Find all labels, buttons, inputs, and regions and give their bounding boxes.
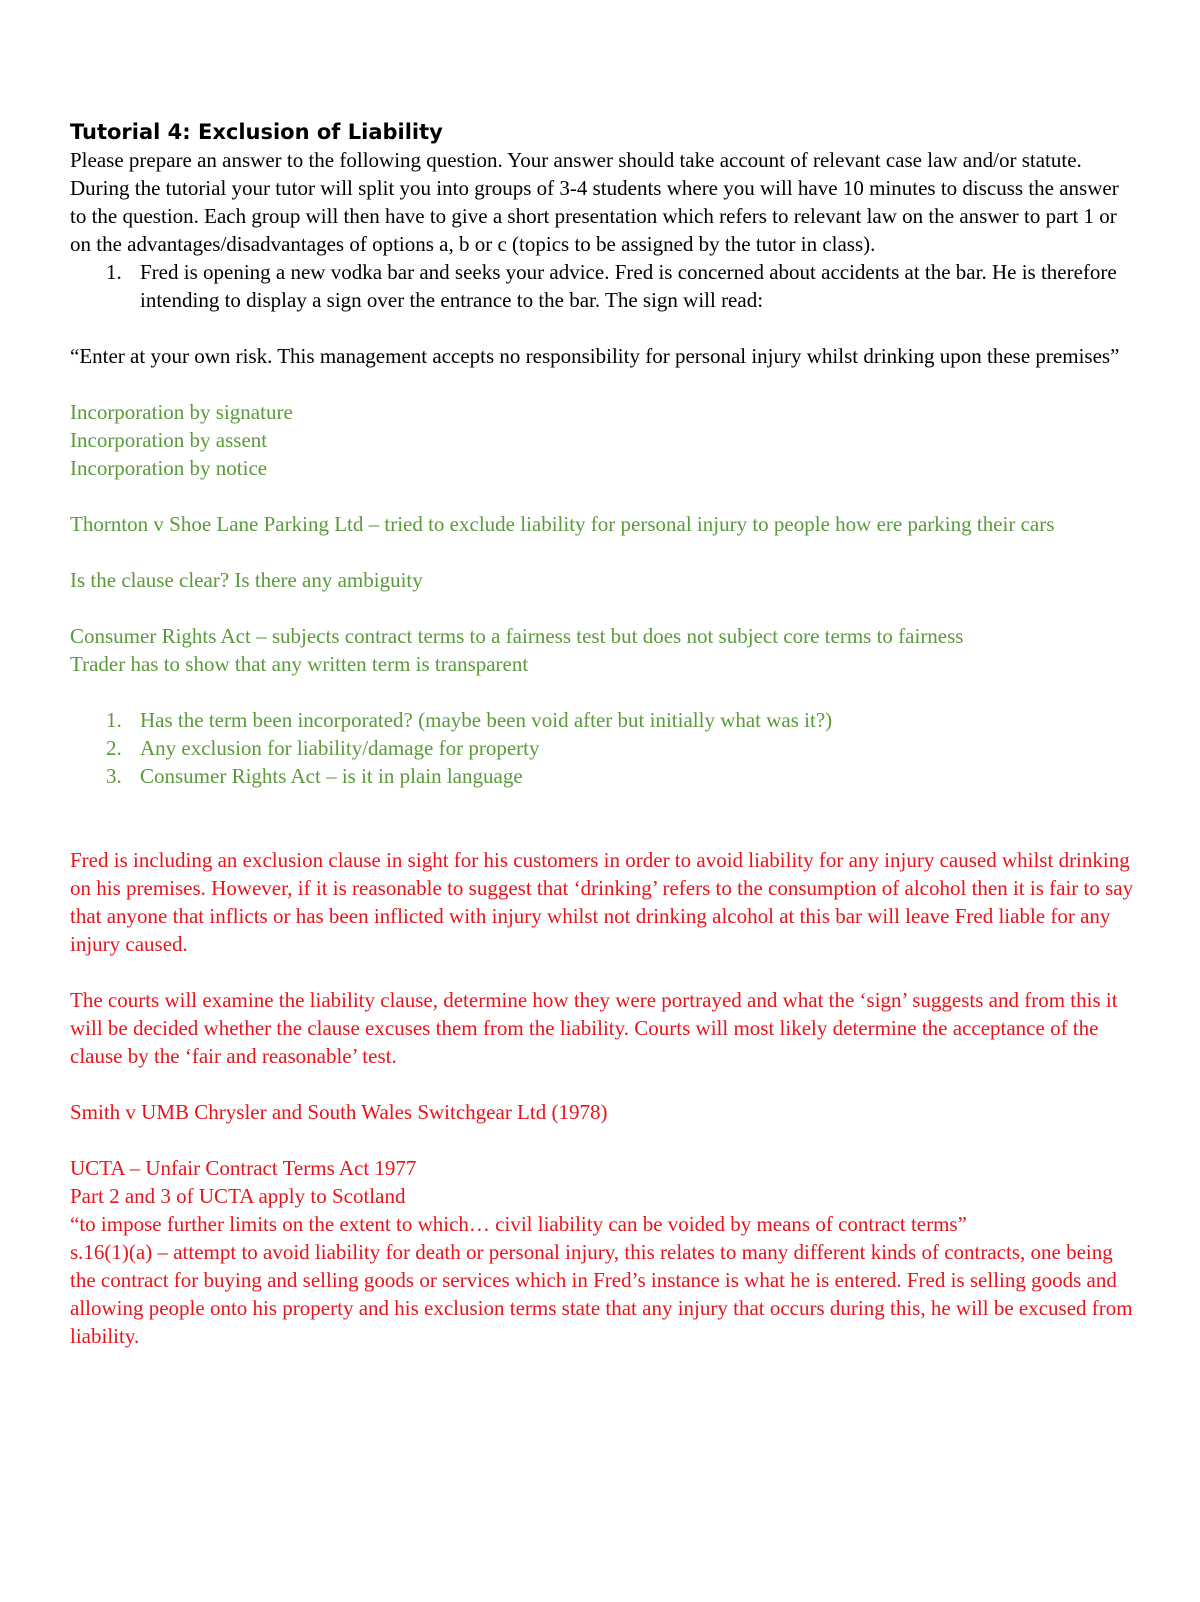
checklist-item [70,706,1140,734]
ucta-heading: UCTA – Unfair Contract Terms Act 1977 [70,1156,417,1180]
question-item [70,258,1140,314]
thornton-note: Thornton v Shoe Lane Parking Ltd – tried to exclude liability for personal injury to people how ere parking their cars [70,512,1055,536]
checklist-item [70,734,1140,762]
question-list [70,258,1140,314]
spacer [70,1070,1140,1098]
spacer [70,538,1140,566]
checklist-text: Any exclusion for liability/damage for property [140,736,540,760]
document-title: Tutorial 4: Exclusion of Liability [70,120,443,144]
cra-note: Consumer Rights Act – subjects contract terms to a fairness test but does not subject core terms to fairness [70,624,964,648]
note-line: Incorporation by assent [70,428,268,452]
ucta-quote: “to impose further limits on the extent to which… civil liability can be voided by means of contract terms” [70,1212,967,1236]
incorporation-notes [70,398,1140,482]
spacer [70,482,1140,510]
spacer [70,818,1140,846]
question-number: 1. [106,260,122,284]
checklist-text: Consumer Rights Act – is it in plain language [140,764,523,788]
checklist-text: Has the term been incorporated? (maybe been void after but initially what was it?) [140,708,833,732]
case-citation: Smith v UMB Chrysler and South Wales Switchgear Ltd (1978) [70,1100,608,1124]
spacer [70,678,1140,706]
checklist-number: 1. [106,708,122,732]
spacer [70,790,1140,818]
spacer [70,314,1140,342]
checklist-number: 2. [106,736,122,760]
spacer [70,1126,1140,1154]
spacer [70,958,1140,986]
intro-paragraph: Please prepare an answer to the following question. Your answer should take account of relevant case law and/or statute. During the tutorial your tutor will split you into groups of 3-4 students where you will have 10 minutes to discuss the answer to the question. Each group will then have to give a short presentation which refers to relevant law on the answer to part 1 or on the advantages/disadvantages of options a, b or c (topics to be assigned by the tutor in class). [70,148,1119,256]
question-text: Fred is opening a new vodka bar and seeks your advice. Fred is concerned about accidents at the bar. He is therefore intending to display a sign over the entrance to the bar. The sign will read: [140,260,1117,312]
spacer [70,370,1140,398]
checklist-number: 3. [106,764,122,788]
ucta-scotland: Part 2 and 3 of UCTA apply to Scotland [70,1184,406,1208]
note-line: Incorporation by signature [70,400,293,424]
cra-transparency-note: Trader has to show that any written term is transparent [70,652,529,676]
document-page [70,118,1140,1350]
spacer [70,594,1140,622]
sign-quote: “Enter at your own risk. This management accepts no responsibility for personal injury whilst drinking upon these premises” [70,344,1120,368]
checklist-item [70,762,1140,790]
checklist [70,706,1140,790]
note-line: Incorporation by notice [70,456,268,480]
answer-paragraph-2: The courts will examine the liability clause, determine how they were portrayed and what the ‘sign’ suggests and from this it will be decided whether the clause excuses them from the liability. Courts will most likely determine the acceptance of the clause by the ‘fair and reasonable’ test. [70,988,1118,1068]
clause-clear-note: Is the clause clear? Is there any ambiguity [70,568,423,592]
answer-paragraph-1: Fred is including an exclusion clause in sight for his customers in order to avoid liability for any injury caused whilst drinking on his premises. However, if it is reasonable to suggest that ‘drinking’ refers to the consumption of alcohol then it is fair to say that anyone that inflicts or has been inflicted with injury whilst not drinking alcohol at this bar will leave Fred liable for any injury caused. [70,848,1134,956]
ucta-section: s.16(1)(a) – attempt to avoid liability for death or personal injury, this relates to many different kinds of contracts, one being the contract for buying and selling goods or services which in Fred’s instance is what he is entered. Fred is selling goods and allowing people onto his property and his exclusion terms state that any injury that occurs during this, he will be excused from liability. [70,1240,1133,1348]
